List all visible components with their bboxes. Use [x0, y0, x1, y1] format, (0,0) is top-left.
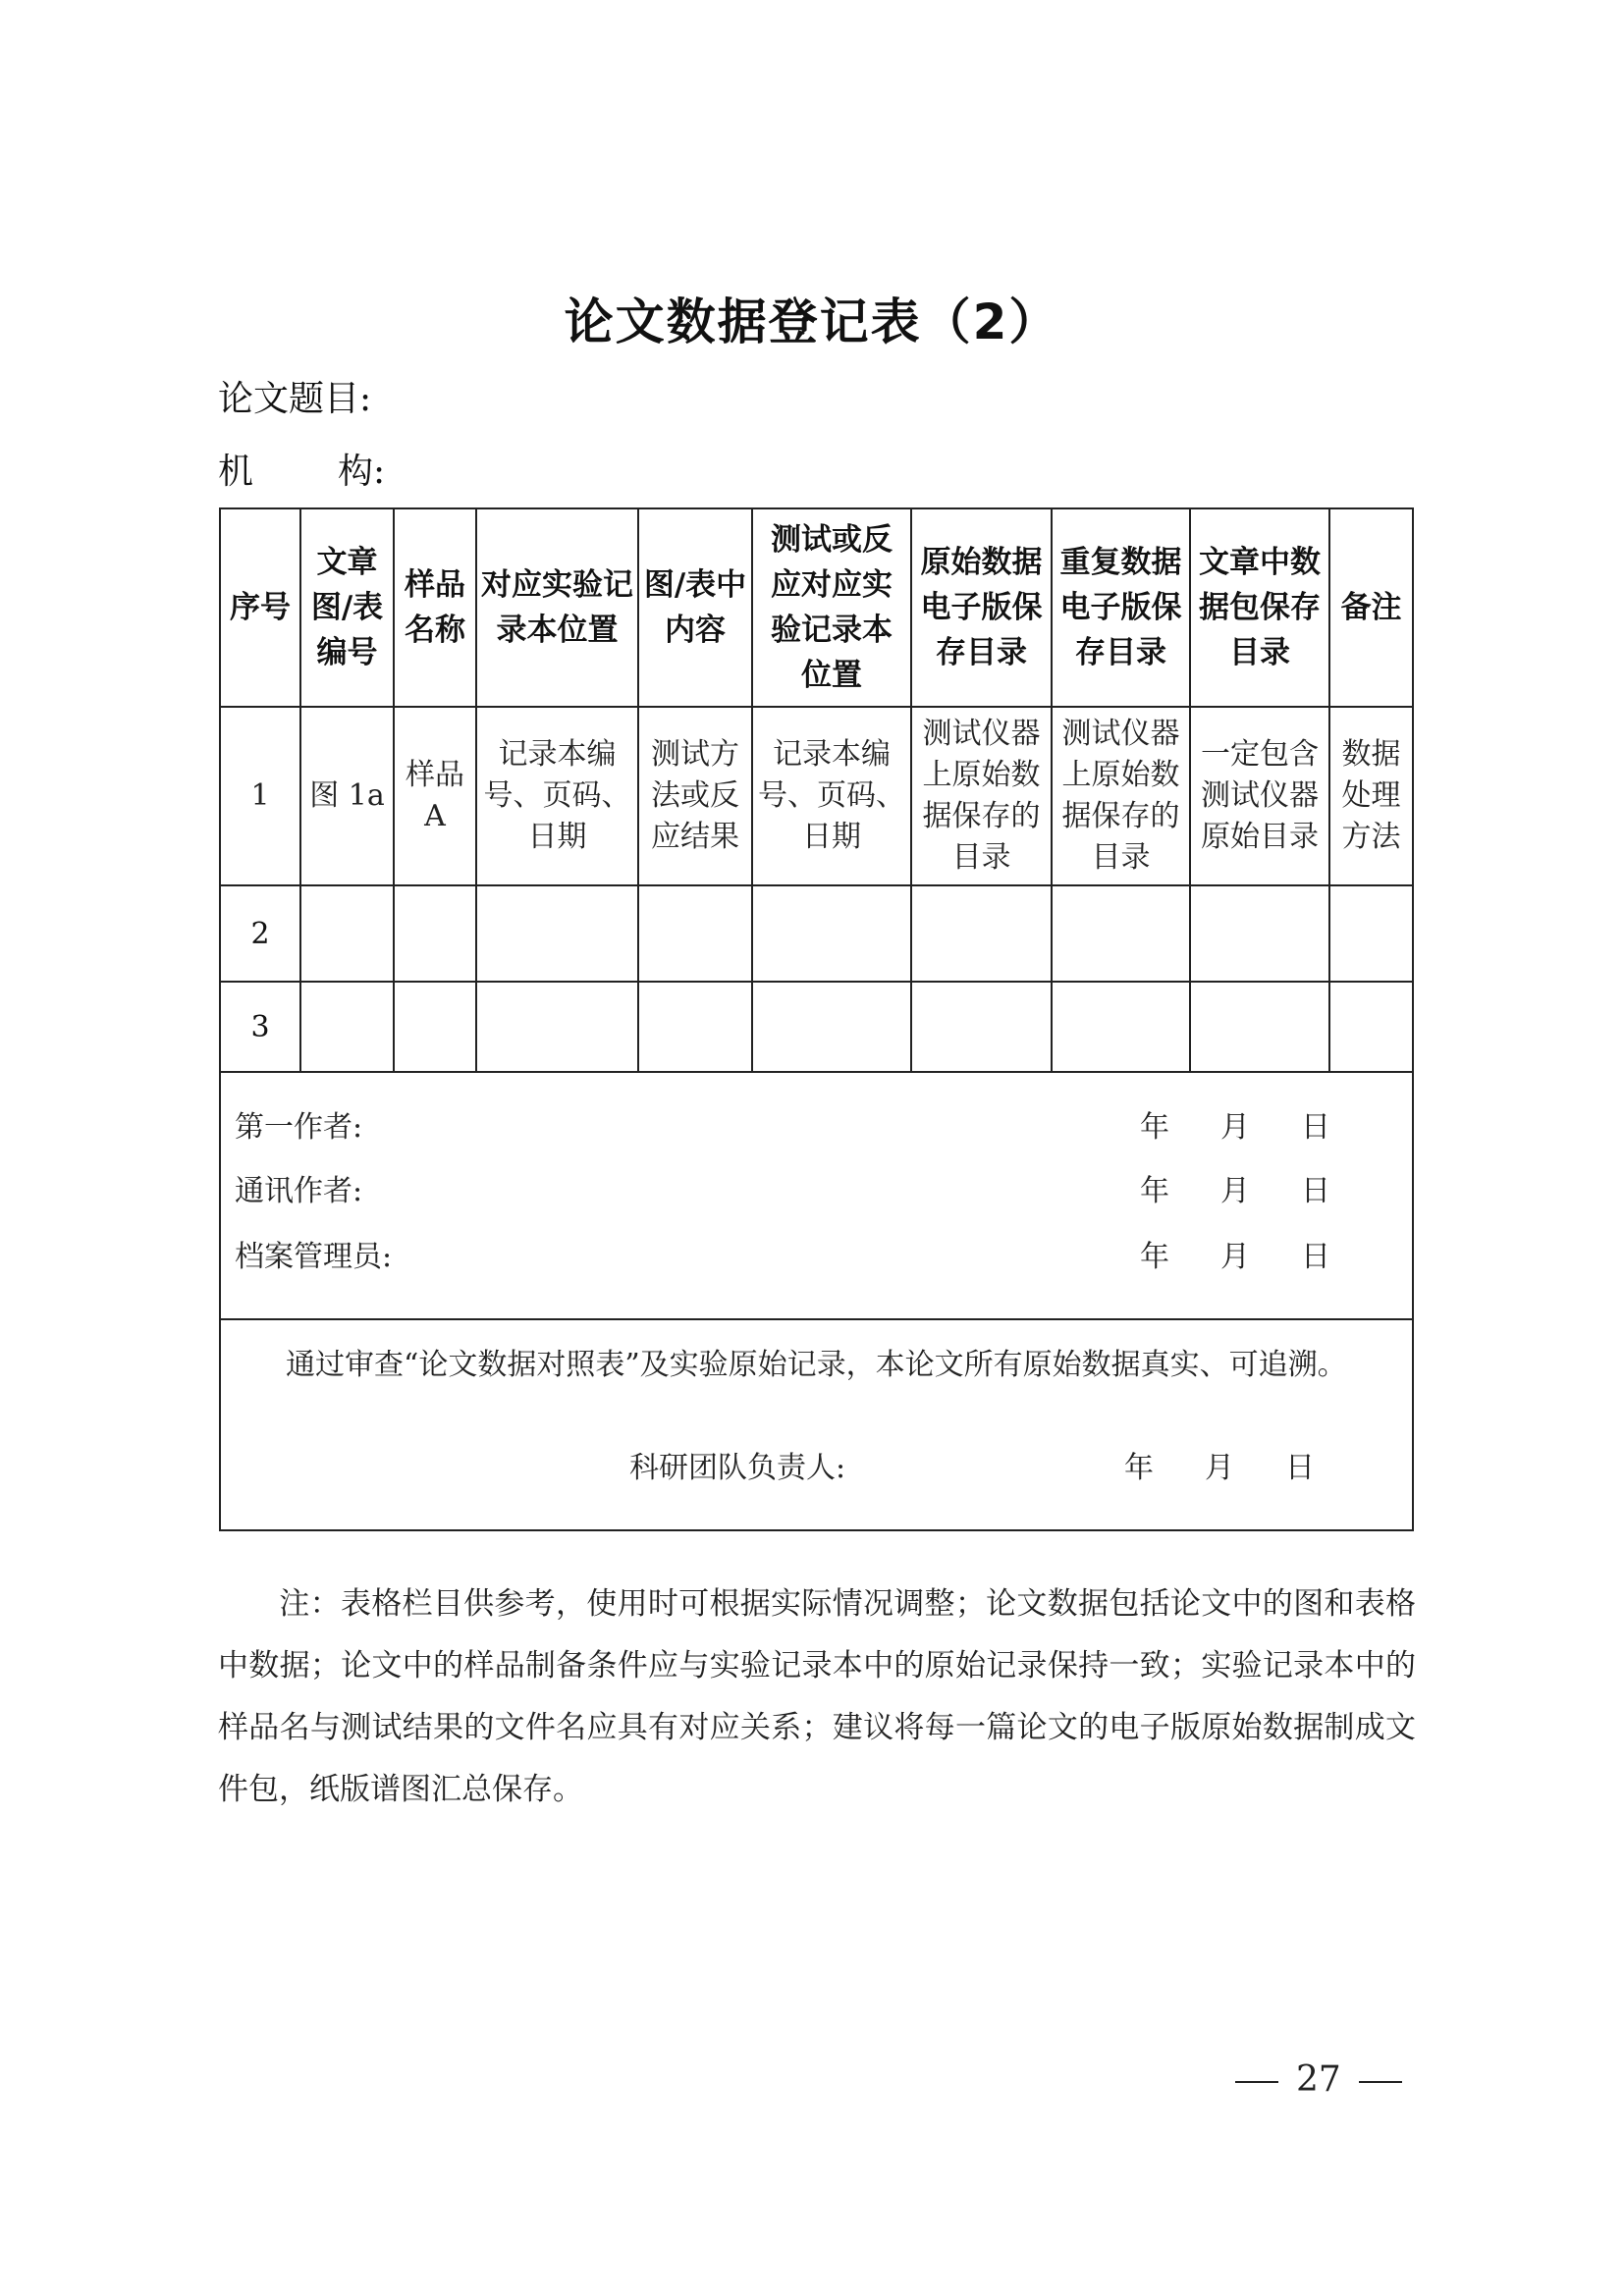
month-label: 月 — [1205, 1451, 1234, 1485]
corresponding-author-label: 通讯作者: — [235, 1174, 363, 1208]
paper-title-label: 论文题目: — [218, 379, 372, 419]
header-cell: 备注 — [1329, 508, 1413, 707]
header-cell: 测试或反应对应实验记录本位置 — [752, 508, 911, 707]
table-row — [220, 707, 1413, 885]
year-label: 年 — [1140, 1174, 1169, 1208]
table-row — [220, 885, 1413, 982]
table-cell: 样品A — [394, 707, 476, 885]
table-cell: 1 — [220, 707, 300, 885]
table-cell — [394, 885, 476, 982]
date-field — [1140, 1232, 1381, 1275]
table-cell — [1190, 885, 1329, 982]
table-row — [220, 982, 1413, 1072]
table-cell — [300, 885, 394, 982]
month-label: 月 — [1220, 1174, 1250, 1208]
institution-label-part1: 机 — [218, 452, 254, 492]
page-number — [1218, 2059, 1420, 2100]
table-cell — [638, 885, 752, 982]
header-cell: 序号 — [220, 508, 300, 707]
table-cell — [394, 982, 476, 1072]
data-registration-table — [219, 507, 1414, 1531]
table-cell — [300, 982, 394, 1072]
day-label: 日 — [1285, 1451, 1315, 1485]
table-cell — [911, 885, 1052, 982]
footnote-text: 注：表格栏目供参考，使用时可根据实际情况调整；论文数据包括论文中的图和表格中数据；论文中的样品制备条件应与实验记录本中的原始记录保持一致；实验记录本中的样品名与测试结果的文件名应具有对应关系；建议将每一篇论文的电子版原始数据制成文件包，纸版谱图汇总保存。 — [218, 1586, 1416, 1807]
table-cell: 数据处理方法 — [1329, 707, 1413, 885]
paper-title-field — [218, 371, 371, 421]
table-cell: 记录本编号、页码、日期 — [476, 707, 638, 885]
institution-field — [218, 444, 385, 494]
table-cell: 一定包含测试仪器原始目录 — [1190, 707, 1329, 885]
table-cell: 测试仪器上原始数据保存的目录 — [911, 707, 1052, 885]
table-cell — [911, 982, 1052, 1072]
header-cell: 原始数据电子版保存目录 — [911, 508, 1052, 707]
table-cell: 3 — [220, 982, 300, 1072]
day-label: 日 — [1301, 1110, 1330, 1145]
table-cell — [1190, 982, 1329, 1072]
signature-cell — [220, 1072, 1413, 1319]
date-field — [1124, 1443, 1366, 1486]
day-label: 日 — [1301, 1240, 1330, 1274]
header-cell: 图/表中内容 — [638, 508, 752, 707]
table-cell: 测试仪器上原始数据保存的目录 — [1052, 707, 1190, 885]
header-cell: 重复数据电子版保存目录 — [1052, 508, 1190, 707]
table-cell — [1052, 982, 1190, 1072]
table-cell: 测试方法或反应结果 — [638, 707, 752, 885]
review-row — [220, 1319, 1413, 1530]
header-cell: 文章中数据包保存目录 — [1190, 508, 1329, 707]
header-cell: 样品名称 — [394, 508, 476, 707]
review-statement: 通过审查“论文数据对照表”及实验原始记录，本论文所有原始数据真实、可追溯。 — [286, 1348, 1347, 1382]
table-cell: 记录本编号、页码、日期 — [752, 707, 911, 885]
footnote — [218, 1574, 1416, 1821]
year-label: 年 — [1124, 1451, 1154, 1485]
table-cell — [752, 885, 911, 982]
table-cell — [1329, 982, 1413, 1072]
table-cell — [1052, 885, 1190, 982]
month-label: 月 — [1220, 1110, 1250, 1145]
month-label: 月 — [1220, 1240, 1250, 1274]
signature-row — [220, 1072, 1413, 1319]
table-cell — [1329, 885, 1413, 982]
table-cell — [476, 885, 638, 982]
date-field — [1140, 1166, 1381, 1209]
table-cell: 2 — [220, 885, 300, 982]
table-header-row — [220, 508, 1413, 707]
year-label: 年 — [1140, 1110, 1169, 1145]
institution-label-part2: 构: — [338, 452, 386, 492]
table-cell — [638, 982, 752, 1072]
table-cell — [476, 982, 638, 1072]
team-leader-label: 科研团队负责人: — [629, 1451, 846, 1485]
table-cell — [752, 982, 911, 1072]
page-title: 论文数据登记表（2） — [564, 294, 1060, 350]
page-number-text: 27 — [1296, 2059, 1341, 2100]
header-cell: 文章图/表编号 — [300, 508, 394, 707]
review-cell — [220, 1319, 1413, 1530]
table-cell: 图 1a — [300, 707, 394, 885]
year-label: 年 — [1140, 1240, 1169, 1274]
first-author-label: 第一作者: — [235, 1110, 363, 1145]
archivist-label: 档案管理员: — [235, 1240, 393, 1274]
day-label: 日 — [1301, 1174, 1330, 1208]
date-field — [1140, 1102, 1381, 1146]
header-cell: 对应实验记录本位置 — [476, 508, 638, 707]
